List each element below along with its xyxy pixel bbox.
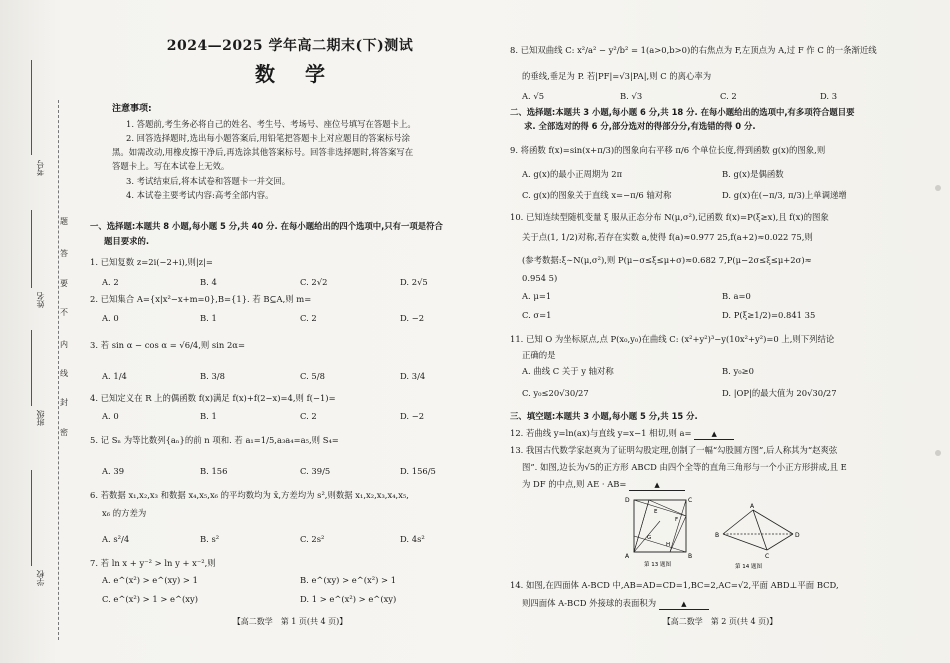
option: D. 4s² (400, 534, 425, 544)
option: A. 0 (102, 411, 119, 421)
option: B. e^(xy) > e^(x²) > 1 (300, 575, 397, 585)
fig13-caption: 第 13 题图 (644, 562, 671, 568)
punch-hole (935, 450, 941, 456)
question-11-cont: 正确的是 (522, 350, 556, 360)
question-13-cont: 图”. 如图,边长为√5的正方形 ABCD 由四个全等的直角三角形与一个小正方形拼成,且 E (522, 462, 847, 472)
question-3: 3. 若 sin α − cos α = √6/4,则 sin 2α= (90, 340, 245, 350)
question-10-cont: 0.954 5) (522, 273, 558, 283)
option: C. σ=1 (522, 310, 552, 320)
option: C. y₀≤20√30/27 (522, 388, 589, 398)
question-14-cont (522, 598, 709, 610)
option: C. 2√2 (300, 277, 328, 287)
seal-char: 内 (60, 340, 68, 349)
fig13-label: H (666, 542, 671, 548)
exam-title: 2024—2025 学年高二期末(下)测试 (166, 38, 414, 54)
question-8-cont: 的垂线,垂足为 P. 若|PF|=√3|PA|,则 C 的离心率为 (522, 71, 712, 81)
figure-13 (620, 494, 700, 569)
label-xuexiao: 学校 (36, 570, 45, 586)
fig14-label: D (795, 532, 800, 539)
question-7: 7. 若 ln x + y⁻² > ln y + x⁻²,则 (90, 558, 216, 568)
fig13-label: E (654, 509, 658, 515)
option: A. e^(x²) > e^(xy) > 1 (102, 575, 198, 585)
notice-item: 3. 考试结束后,将本试卷和答题卡一并交回。 (126, 176, 291, 186)
option: D. −2 (400, 411, 425, 421)
option: C. e^(x²) > 1 > e^(xy) (102, 594, 198, 604)
option: B. g(x)是偶函数 (722, 169, 784, 179)
option: B. 1 (200, 411, 217, 421)
question-10-cont: 关于点(1, 1/2)对称,若存在实数 a,使得 f(a)≈0.977 25,f(a+2)≈0.022 75,则 (522, 232, 813, 242)
notice-item: 黑。如需改动,用橡皮擦干净后,再选涂其他答案标号。回答非选择题时,将答案写在 (112, 147, 414, 157)
option: B. 3/8 (200, 371, 225, 381)
fig13-label: D (625, 497, 630, 504)
option: A. 1/4 (102, 371, 127, 381)
question-14: 14. 如图,在四面体 A-BCD 中,AB=AD=CD=1,BC=2,AC=√2,平面 ABD⊥平面 BCD, (510, 580, 839, 590)
option: A. 2 (102, 277, 119, 287)
question-13-cont (522, 479, 685, 491)
notice-item: 4. 本试卷主要考试内容:高考全部内容。 (126, 190, 274, 200)
section-2-heading-cont: 求. 全部选对的得 6 分,部分选对的得部分分,有选错的得 0 分. (524, 121, 756, 131)
option: D. |OP|的最大值为 20√30/27 (722, 388, 837, 398)
seal-char: 封 (60, 398, 68, 407)
figure-14 (715, 500, 805, 570)
cut-line (58, 100, 59, 640)
section-1-heading-cont: 题目要求的. (104, 236, 150, 246)
question-11: 11. 已知 O 为坐标原点,点 P(x₀,y₀)在曲线 C: (x²+y²)³−y(10x²+y²)=0 上,则下列结论 (510, 334, 835, 344)
section-2-heading: 二、选择题:本题共 3 小题,每小题 6 分,共 18 分. 在每小题给出的选项中,有多项符合题目要 (510, 107, 855, 117)
question-12-text: 12. 若曲线 y=ln(ax)与直线 y=x−1 相切,则 a= (510, 428, 692, 438)
option: B. a=0 (722, 291, 751, 301)
seal-char: 要 (60, 279, 68, 288)
question-8: 8. 已知双曲线 C: x²/a² − y²/b² = 1(a>0,b>0)的右焦点为 F,左顶点为 A,过 F 作 C 的一条渐近线 (510, 45, 877, 55)
fig14-label: A (750, 503, 755, 510)
section-3-heading: 三、填空题:本题共 3 小题,每小题 5 分,共 15 分. (510, 411, 698, 421)
seal-char: 题 (60, 217, 68, 226)
option: D. 3/4 (400, 371, 426, 381)
option: B. y₀≥0 (722, 366, 754, 376)
section-1-heading: 一、选择题:本题共 8 小题,每小题 5 分,共 40 分. 在每小题给出的四个选项中,只有一项是符合 (90, 221, 443, 231)
notice-item: 2. 回答选择题时,选出每小题答案后,用铅笔把答题卡上对应题目的答案标号涂 (126, 133, 410, 143)
option: A. s²/4 (102, 534, 130, 544)
option: B. √3 (620, 91, 643, 101)
kaohao-fill-line (31, 60, 32, 155)
subject-title: 数学 (255, 62, 355, 86)
label-xingming: 姓名 (36, 292, 45, 308)
option: A. √5 (522, 91, 545, 101)
notice-item: 答题卡上。写在本试卷上无效。 (112, 161, 230, 171)
option: A. 曲线 C 关于 y 轴对称 (522, 366, 614, 376)
option: C. 2 (720, 91, 737, 101)
question-13-text: 为 DF 的中点,则 AE · AB= (522, 479, 627, 489)
option: C. 2 (300, 313, 317, 323)
option: C. g(x)的图象关于直线 x=−π/6 轴对称 (522, 190, 672, 200)
seal-char: 线 (60, 369, 68, 378)
fig13-label: F (675, 517, 679, 523)
question-4: 4. 已知定义在 R 上的偶函数 f(x)满足 f(x)+f(2−x)=4,则 f(−1)= (90, 393, 336, 403)
answer-blank: ▲ (659, 600, 709, 610)
option: D. P(ξ≥1/2)=0.841 35 (722, 310, 816, 320)
fig13-label: C (688, 497, 693, 504)
question-14-text: 则四面体 A-BCD 外接球的表面积为 (522, 598, 657, 608)
fig14-label: C (765, 553, 770, 560)
fig13-label: G (647, 535, 652, 541)
option: A. 0 (102, 313, 119, 323)
fig13-label: B (688, 553, 693, 560)
option: A. μ=1 (522, 291, 552, 301)
seal-char: 不 (60, 308, 68, 317)
fig14-caption: 第 14 题图 (735, 564, 762, 570)
option: D. −2 (400, 313, 425, 323)
page-footer: 【高二数学 第 1 页(共 4 页)】 (232, 617, 348, 626)
option: B. 1 (200, 313, 217, 323)
question-13: 13. 我国古代数学家赵爽为了证明勾股定理,创制了一幅“勾股圆方图”,后人称其为“赵爽弦 (510, 445, 838, 455)
xingming-fill-line (31, 210, 32, 288)
option: C. 2s² (300, 534, 325, 544)
option: A. g(x)的最小正周期为 2π (522, 169, 623, 179)
seal-char: 密 (60, 428, 68, 437)
option: D. 1 > e^(x²) > e^(xy) (300, 594, 397, 604)
question-6-cont: x₆ 的方差为 (102, 508, 147, 518)
question-5: 5. 记 Sₙ 为等比数列{aₙ}的前 n 项和. 若 a₁=1/5,a₃a₄=a₅,则 S₄= (90, 435, 339, 445)
answer-blank: ▲ (694, 430, 734, 440)
question-2: 2. 已知集合 A={x|x²−x+m=0},B={1}. 若 B⊆A,则 m= (90, 294, 312, 304)
notice-heading: 注意事项: (112, 104, 152, 114)
question-1: 1. 已知复数 z=2i(−2+i),则|z|= (90, 257, 213, 267)
question-12 (510, 428, 734, 440)
banji-fill-line (31, 330, 32, 406)
question-10-cont: (参考数据:ξ∼N(μ,σ²),则 P(μ−σ≤ξ≤μ+σ)≈0.682 7,P(μ−2σ≤ξ≤μ+2σ)≈ (522, 255, 812, 265)
notice-item: 1. 答题前,考生务必将自己的姓名、考生号、考场号、座位号填写在答题卡上。 (126, 119, 416, 129)
answer-blank: ▲ (629, 481, 685, 491)
binding-strip (0, 0, 92, 663)
label-kaohao: 考号 (36, 160, 45, 176)
question-6: 6. 若数据 x₁,x₂,x₃ 和数据 x₄,x₅,x₆ 的平均数均为 x̄,方差均为 s²,则数据 x₁,x₂,x₃,x₄,x₅, (90, 490, 409, 500)
option: D. g(x)在(−π/3, π/3)上单调递增 (722, 190, 847, 200)
xuexiao-fill-line (31, 470, 32, 566)
option: B. 156 (200, 466, 228, 476)
fig13-label: A (625, 553, 630, 560)
option: B. 4 (200, 277, 217, 287)
option: D. 156/5 (400, 466, 436, 476)
question-9: 9. 将函数 f(x)=sin(x+π/3)的图象向右平移 π/6 个单位长度,得到函数 g(x)的图象,则 (510, 145, 826, 155)
option: A. 39 (102, 466, 125, 476)
option: B. s² (200, 534, 220, 544)
punch-hole (935, 185, 941, 191)
seal-char: 答 (60, 249, 68, 258)
fig14-label: B (715, 532, 720, 539)
label-banji: 班级 (36, 410, 45, 426)
option: C. 39/5 (300, 466, 331, 476)
option: C. 2 (300, 411, 317, 421)
question-10: 10. 已知连续型随机变量 ξ 服从正态分布 N(μ,σ²),记函数 f(x)=P(ξ≥x),且 f(x)的图象 (510, 212, 829, 222)
option: D. 2√5 (400, 277, 428, 287)
page-footer: 【高二数学 第 2 页(共 4 页)】 (662, 617, 778, 626)
option: D. 3 (820, 91, 838, 101)
option: C. 5/8 (300, 371, 325, 381)
